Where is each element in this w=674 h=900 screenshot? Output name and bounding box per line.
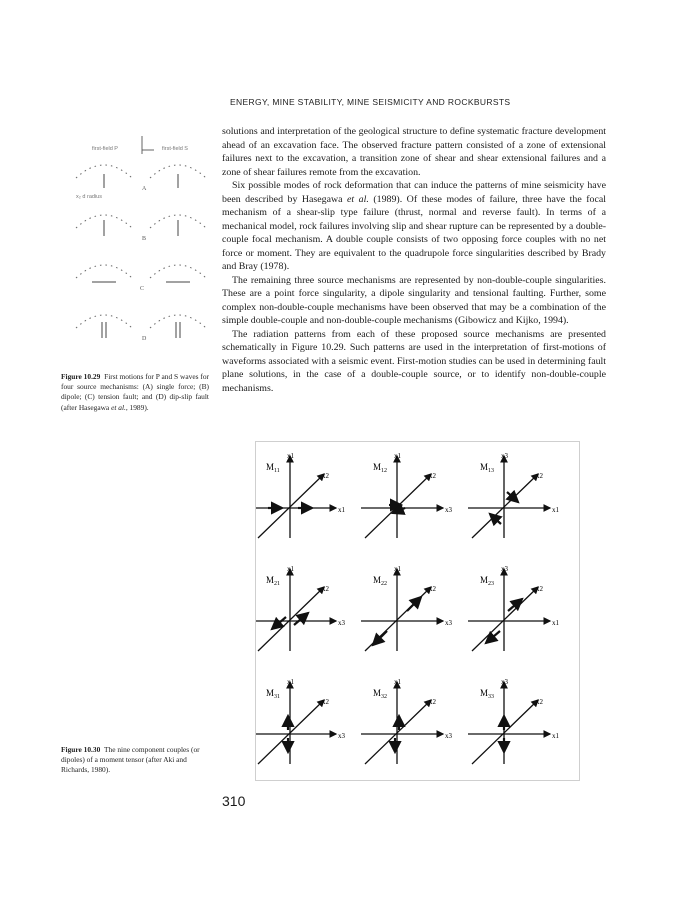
paragraph-3: The remaining three source mechanisms are represented by non-double-couple singularities. These are a point force singularity, a dipole singularity and tensional faulting. Further, some complex non-double-couple mechanisms have been observed that may be a combination of the simple double-couple and non-double-couple mechanisms (Gibowicz and Kijko, 1994). xyxy=(222,274,606,326)
axis-label-right: x3 xyxy=(445,732,452,740)
axis-diagonal xyxy=(258,474,324,538)
moment-label: $M_{31}$ xyxy=(266,688,281,700)
moment-label: $M_{23}$ xyxy=(480,575,495,587)
axis-label-diag: x2 xyxy=(536,585,543,593)
moment-subscript: 32 xyxy=(381,694,388,700)
fig29-caption-text-b: , 1989). xyxy=(125,402,149,412)
moment-label: $M_{33}$ xyxy=(480,688,495,700)
fig29-panels xyxy=(76,165,206,342)
axis-label-diag: x2 xyxy=(322,585,329,593)
moment-cell-32 xyxy=(361,678,453,764)
axis-label-right: x3 xyxy=(445,506,452,514)
moment-subscript: 21 xyxy=(274,581,281,587)
axis-diagonal xyxy=(365,700,431,764)
fig29-caption-label: Figure 10.29 xyxy=(61,372,101,381)
axis-label-up: x1 xyxy=(394,452,401,460)
paragraph-2-italic: et al. xyxy=(347,193,369,205)
axis-diagonal xyxy=(472,700,538,764)
axis-label-right: x1 xyxy=(552,619,559,627)
moment-cell-13 xyxy=(468,452,560,538)
moment-subscript: 12 xyxy=(381,468,388,474)
fig30-caption xyxy=(61,745,211,776)
fig29-caption-italic: et al. xyxy=(111,402,126,412)
page-number: 310 xyxy=(222,793,246,809)
fig29-panel-b: B xyxy=(142,236,147,242)
axis-label-right: x3 xyxy=(445,619,452,627)
axis-label-right: x3 xyxy=(338,732,345,740)
axis-label-diag: x2 xyxy=(536,472,543,480)
moment-label: $M_{21}$ xyxy=(266,575,281,587)
axis-label-up: x1 xyxy=(394,678,401,686)
moment-label: $M_{13}$ xyxy=(480,462,495,474)
fig30-caption-label: Figure 10.30 xyxy=(61,745,101,754)
axis-label-up: x1 xyxy=(394,565,401,573)
axis-label-diag: x2 xyxy=(322,698,329,706)
axis-label-up: x3 xyxy=(501,452,508,460)
axis-diagonal xyxy=(365,587,431,651)
axis-label-diag: x2 xyxy=(536,698,543,706)
axis-label-right: x1 xyxy=(552,506,559,514)
moment-subscript: 11 xyxy=(274,468,280,474)
moment-cell-33 xyxy=(468,678,560,764)
paragraph-2-a: Six possible modes of rock deformation that can induce the patterns of mine seismicity have been described by Hasegawa xyxy=(222,180,606,205)
fig29-panel-c: C xyxy=(140,286,145,292)
axis-label-up: x1 xyxy=(287,452,294,460)
axis-label-up: x3 xyxy=(501,565,508,573)
body-text xyxy=(222,125,606,395)
moment-subscript: 31 xyxy=(274,694,281,700)
axis-label-diag: x2 xyxy=(429,698,436,706)
axis-label-up: x1 xyxy=(287,678,294,686)
moment-cell-12 xyxy=(361,452,453,538)
fig29-label-p: first-field P xyxy=(92,146,118,152)
fig29-panel-a: A xyxy=(142,186,147,192)
moment-cell-23 xyxy=(468,565,560,651)
paragraph-2 xyxy=(222,179,606,274)
axis-label-up: x3 xyxy=(501,678,508,686)
moment-label: $M_{11}$ xyxy=(266,462,280,474)
force-arrow-2 xyxy=(407,597,421,611)
paragraph-2-b: (1989). Of these modes of failure, three have the focal mechanism of a shear-slip type failure (thrust, normal and reverse fault). In terms of a mechanical model, rock failures involving slip and shear rupture can be represented by a double-couple focal mechanism. A double couple consists of two opposing force couples with no net force or moment. They are equivalent to the quadrupole force singularities described by Brady and Bray (1978). xyxy=(222,193,606,272)
paragraph-1: solutions and interpretation of the geological structure to define systematic fracture development ahead of an excavation face. The observed fracture pattern consisted of a zone of extensional failures next to the excavation, a transition zone of shear and shear extensional failures and a zone of shear failures remote from the excavation. xyxy=(222,126,606,178)
axis-label-up: x1 xyxy=(287,565,294,573)
moment-cell-21 xyxy=(256,565,346,651)
fig29-label-s: first-field S xyxy=(162,146,188,152)
moment-label: $M_{12}$ xyxy=(373,462,388,474)
fig29-caption xyxy=(61,372,209,413)
axis-label-right: x1 xyxy=(338,506,345,514)
moment-cell-11 xyxy=(256,452,346,538)
axis-diagonal xyxy=(472,587,538,651)
force-arrow-1 xyxy=(272,617,286,629)
moment-subscript: 33 xyxy=(488,694,495,700)
fig30-caption-text: The nine component couples (or dipoles) of a moment tensor (after Aki and Richards, 1980). xyxy=(61,745,200,775)
force-arrow-1 xyxy=(373,631,387,645)
moment-subscript: 13 xyxy=(488,468,495,474)
moment-subscript: 22 xyxy=(381,581,388,587)
figure-10-29 xyxy=(62,130,217,355)
axis-label-diag: x2 xyxy=(429,585,436,593)
force-arrow-1 xyxy=(486,631,500,643)
axis-label-diag: x2 xyxy=(429,472,436,480)
figure-10-30-frame xyxy=(255,441,580,781)
axis-diagonal xyxy=(472,474,538,538)
moment-cell-22 xyxy=(361,565,453,651)
moment-label: $M_{22}$ xyxy=(373,575,388,587)
axis-label-diag: x2 xyxy=(322,472,329,480)
figure-10-30 xyxy=(256,442,579,780)
moment-label: $M_{32}$ xyxy=(373,688,388,700)
axis-diagonal xyxy=(258,587,324,651)
moment-subscript: 23 xyxy=(488,581,495,587)
fig29-caption-text-a: First motions for P and S waves for four source mechanisms: (A) single force; (B) dipole; (C) tension fault; and (D) dip-slip fault (after Hasegawa xyxy=(61,372,209,412)
fig29-panel-d: D xyxy=(142,336,147,342)
paragraph-4: The radiation patterns from each of these proposed source mechanisms are presented schematically in Figure 10.29. Such patterns are used in the interpretation of first-motions of waveforms associated with a seismic event. First-motion studies can be used in determining fault plane solutions, in the case of a double-couple source, or to identify non-double-couple mechanisms. xyxy=(222,328,606,394)
running-head: ENERGY, MINE STABILITY, MINE SEISMICITY AND ROCKBURSTS xyxy=(230,97,511,107)
axis-label-right: x1 xyxy=(552,732,559,740)
moment-cell-31 xyxy=(256,678,346,764)
fig29-label-radius: x₂ d radius xyxy=(76,194,102,200)
force-arrow-1 xyxy=(507,492,518,502)
axis-diagonal xyxy=(258,700,324,764)
axis-label-right: x3 xyxy=(338,619,345,627)
